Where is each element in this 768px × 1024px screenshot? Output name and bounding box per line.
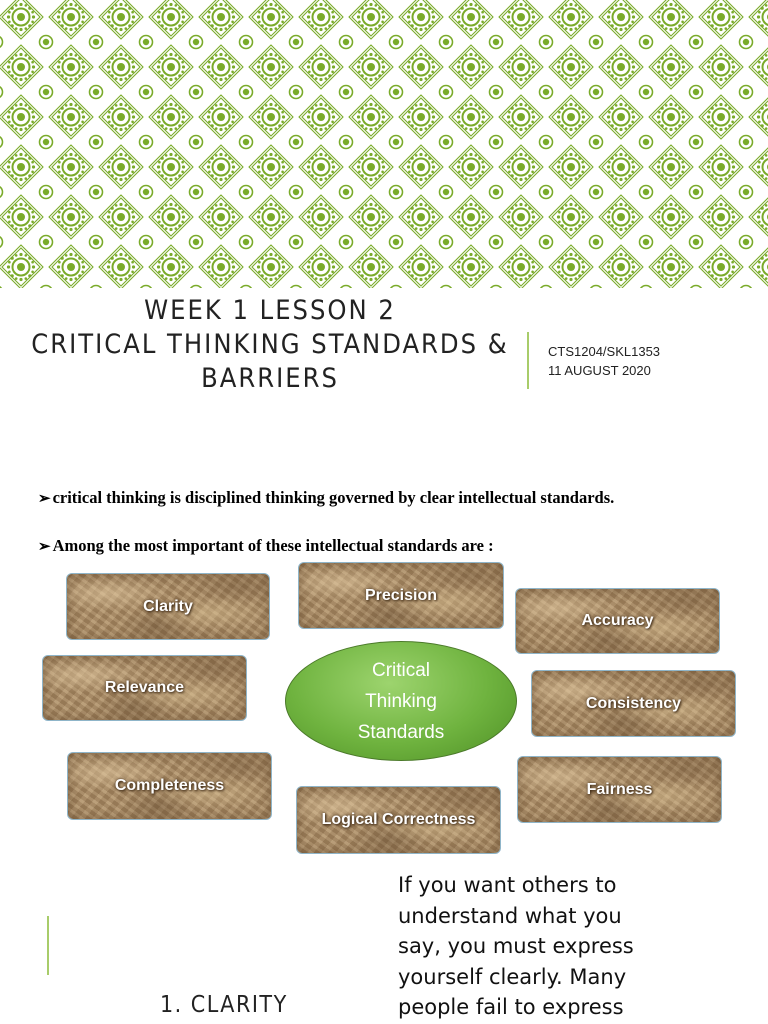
bullet-item <box>38 536 494 556</box>
standard-label: Logical Correctness <box>321 811 476 828</box>
accent-divider <box>47 916 49 975</box>
standard-box-clarity <box>66 573 270 640</box>
arrow-bullet-icon: ➢ <box>38 539 51 555</box>
body-line: If you want others to <box>398 873 617 897</box>
body-line: people fail to express <box>398 995 624 1019</box>
clarity-slide <box>0 870 768 1024</box>
section-body <box>398 870 758 1023</box>
body-line: yourself clearly. Many <box>398 964 627 989</box>
title-line-1: WEEK 1 LESSON 2 <box>144 295 396 326</box>
center-concept-label: Critical Thinking Standards <box>357 659 445 743</box>
bullet-item <box>38 488 614 508</box>
course-info <box>548 342 660 380</box>
section-heading: 1. CLARITY <box>160 992 288 1018</box>
standard-box-completeness <box>67 752 272 820</box>
standard-label: Fairness <box>586 780 653 798</box>
standard-label: Accuracy <box>581 612 654 629</box>
standard-label: Completeness <box>114 777 225 794</box>
bullet-text: critical thinking is disciplined thinking governed by clear intellectual standards. <box>52 488 615 507</box>
center-concept-oval <box>285 641 517 761</box>
lesson-date: 11 AUGUST 2020 <box>548 363 651 378</box>
bullet-text: Among the most important of these intellectual standards are : <box>52 536 494 555</box>
standard-box-consistency <box>531 670 736 737</box>
title-line-2: CRITICAL THINKING STANDARDS & <box>31 329 509 360</box>
decorative-pattern-banner <box>0 0 768 288</box>
body-line: understand what you <box>398 903 622 928</box>
arrow-bullet-icon: ➢ <box>38 491 51 507</box>
standard-box-precision <box>298 562 504 629</box>
accent-divider <box>527 332 529 389</box>
standard-box-fairness <box>517 756 722 823</box>
standard-box-logical-correctness <box>296 786 501 854</box>
standard-box-accuracy <box>515 588 720 654</box>
standard-label: Precision <box>364 586 438 604</box>
standard-label: Consistency <box>585 694 682 712</box>
body-line: say, you must express <box>398 934 634 958</box>
course-code: CTS1204/SKL1353 <box>548 344 661 359</box>
title-line-3: BARRIERS <box>201 363 339 394</box>
title-slide <box>0 288 768 433</box>
pattern-graphic <box>0 0 768 288</box>
standard-label: Clarity <box>143 597 193 615</box>
standard-label: Relevance <box>104 679 185 696</box>
slide-title <box>20 294 520 396</box>
standard-box-relevance <box>42 655 247 721</box>
